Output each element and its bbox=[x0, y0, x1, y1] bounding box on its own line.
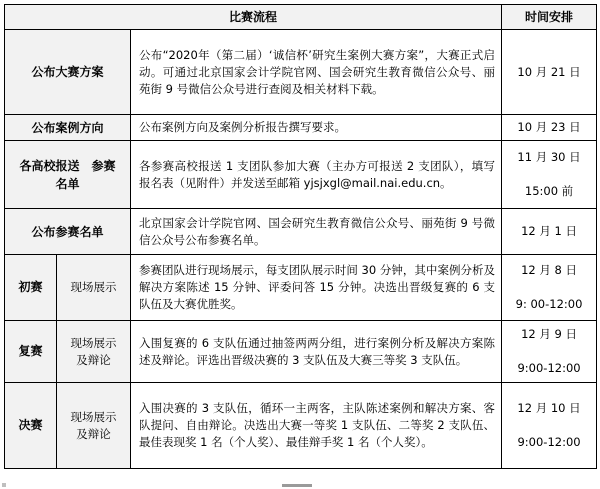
stage-cell: 复赛 bbox=[5, 321, 57, 383]
stage-cell: 各高校报送 参赛名单 bbox=[5, 141, 131, 209]
time-cell bbox=[502, 141, 597, 209]
table-row bbox=[5, 209, 597, 255]
table-row bbox=[5, 383, 597, 469]
header-time: 时间安排 bbox=[502, 5, 597, 30]
stage-cell: 公布大赛方案 bbox=[5, 30, 131, 115]
stage-cell: 初赛 bbox=[5, 255, 57, 321]
time-date: 12 月 8 日 bbox=[521, 263, 577, 277]
time-cell: 10 月 23 日 bbox=[502, 115, 597, 141]
description-cell: 各参赛高校报送 1 支团队参加大赛（主办方可报送 2 支团队），填写报名表（见附件）并发送至邮箱 yjsjxgl@mail.nai.edu.cn。 bbox=[131, 141, 502, 209]
sub-stage-cell: 现场展示 bbox=[57, 255, 131, 321]
time-hour: 9:00-12:00 bbox=[517, 435, 581, 449]
description-cell: 入围复赛的 6 支队伍通过抽签两两分组，进行案例分析及解决方案陈述及辩论。评选出晋级决赛的 3 支队伍及大赛三等奖 3 支队伍。 bbox=[131, 321, 502, 383]
time-hour: 9: 00-12:00 bbox=[515, 297, 583, 311]
time-hour: 15:00 前 bbox=[524, 184, 574, 198]
description-cell: 北京国家会计学院官网、国会研究生教育微信公众号、丽苑街 9 号微信公众号公布参赛名单。 bbox=[131, 209, 502, 255]
stage-cell: 决赛 bbox=[5, 383, 57, 469]
time-date: 12 月 10 日 bbox=[517, 401, 581, 415]
time-cell: 12 月 1 日 bbox=[502, 209, 597, 255]
description-cell: 入围决赛的 3 支队伍，循环一主两客，主队陈述案例和解决方案、客队提问、自由辩论。决选出大赛一等奖 1 支队伍、二等奖 2 支队伍、最佳表现奖 1 名（个人奖）、最佳辩手奖 1 名（个人奖）。 bbox=[131, 383, 502, 469]
header-process: 比赛流程 bbox=[5, 5, 502, 30]
page-corner-marker bbox=[2, 483, 6, 487]
time-cell bbox=[502, 383, 597, 469]
stage-cell: 公布参赛名单 bbox=[5, 209, 131, 255]
time-cell: 10 月 21 日 bbox=[502, 30, 597, 115]
sub-stage-cell: 现场展示及辩论 bbox=[57, 321, 131, 383]
table-row bbox=[5, 321, 597, 383]
sub-stage-cell: 现场展示及辩论 bbox=[57, 383, 131, 469]
table-row bbox=[5, 30, 597, 115]
page-scroll-marker bbox=[282, 484, 312, 487]
schedule-table bbox=[4, 4, 597, 469]
time-date: 11 月 30 日 bbox=[517, 150, 581, 164]
table-row bbox=[5, 141, 597, 209]
description-cell: 参赛团队进行现场展示，每支团队展示时间 30 分钟，其中案例分析及解决方案陈述 15 分钟、评委问答 15 分钟。决选出晋级复赛的 6 支队伍及大赛优胜奖。 bbox=[131, 255, 502, 321]
stage-cell: 公布案例方向 bbox=[5, 115, 131, 141]
time-date: 12 月 9 日 bbox=[521, 327, 577, 341]
time-hour: 9:00-12:00 bbox=[517, 361, 581, 375]
table-row bbox=[5, 115, 597, 141]
header-row bbox=[5, 5, 597, 30]
description-cell: 公布案例方向及案例分析报告撰写要求。 bbox=[131, 115, 502, 141]
description-cell: 公布“2020年（第二届）‘诚信杯’研究生案例大赛方案”，大赛正式启动。可通过北京国家会计学院官网、国会研究生教育微信公众号、丽苑街 9 号微信公众号进行查阅及相关材料下载。 bbox=[131, 30, 502, 115]
table-row bbox=[5, 255, 597, 321]
time-cell bbox=[502, 255, 597, 321]
time-cell bbox=[502, 321, 597, 383]
